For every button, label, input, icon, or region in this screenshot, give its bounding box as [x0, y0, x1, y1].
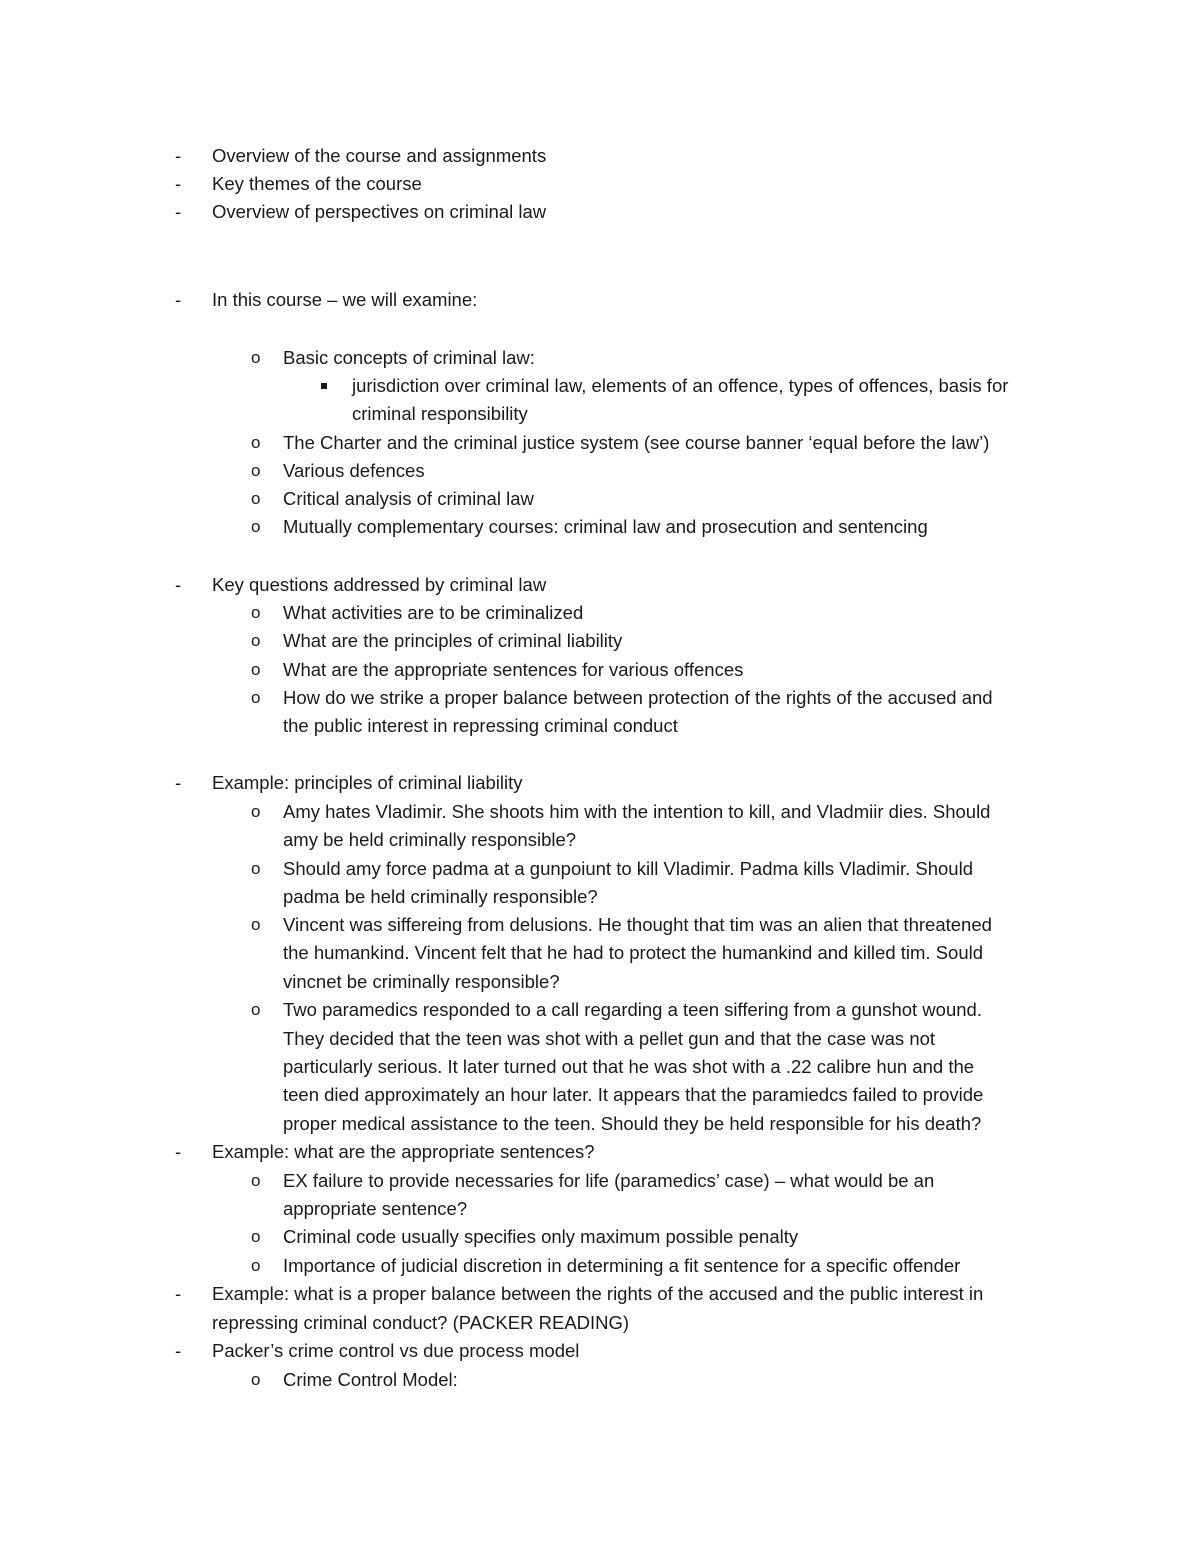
circle-bullet: o — [251, 631, 261, 650]
list-item: Basic concepts of criminal law: — [283, 347, 535, 368]
circle-bullet: o — [251, 915, 261, 934]
circle-bullet: o — [251, 489, 261, 508]
list-item: Critical analysis of criminal law — [283, 488, 534, 509]
circle-bullet: o — [251, 802, 261, 821]
list-item: What are the appropriate sentences for various offences — [283, 659, 744, 680]
list-item: Two paramedics responded to a call regarding a teen siffering from a gunshot wound. — [283, 999, 982, 1020]
circle-bullet: o — [251, 1370, 261, 1389]
list-item: Criminal code usually specifies only maximum possible penalty — [283, 1226, 799, 1247]
dash-bullet: - — [175, 1283, 182, 1304]
list-item: What activities are to be criminalized — [283, 602, 584, 623]
list-item-continuation: repressing criminal conduct? (PACKER READING) — [212, 1312, 630, 1333]
list-item-continuation: appropriate sentence? — [283, 1198, 468, 1219]
list-item: jurisdiction over criminal law, elements of an offence, types of offences, basis for — [352, 375, 1009, 396]
dash-bullet: - — [175, 574, 182, 595]
square-bullet-icon — [321, 383, 327, 389]
circle-bullet: o — [251, 461, 261, 480]
dash-bullet: - — [175, 201, 182, 222]
list-item: Crime Control Model: — [283, 1369, 458, 1390]
circle-bullet: o — [251, 688, 261, 707]
list-item: Overview of perspectives on criminal law — [212, 201, 547, 222]
circle-bullet: o — [251, 660, 261, 679]
list-item: Example: what is a proper balance between the rights of the accused and the public interest in — [212, 1283, 984, 1304]
list-item: Key themes of the course — [212, 173, 422, 194]
list-item: Amy hates Vladimir. She shoots him with the intention to kill, and Vladmiir dies. Should — [283, 801, 991, 822]
list-item-continuation: vincnet be criminally responsible? — [283, 971, 560, 992]
circle-bullet: o — [251, 348, 261, 367]
list-item: Packer’s crime control vs due process model — [212, 1340, 580, 1361]
circle-bullet: o — [251, 1256, 261, 1275]
circle-bullet: o — [251, 1000, 261, 1019]
list-item: Should amy force padma at a gunpoiunt to kill Vladimir. Padma kills Vladimir. Should — [283, 858, 973, 879]
list-item-continuation: the public interest in repressing criminal conduct — [283, 715, 678, 736]
circle-bullet: o — [251, 1171, 261, 1190]
circle-bullet: o — [251, 1227, 261, 1246]
list-item: Overview of the course and assignments — [212, 145, 547, 166]
list-item: What are the principles of criminal liability — [283, 630, 623, 651]
list-item-continuation: proper medical assistance to the teen. Should they be held responsible for his death? — [283, 1113, 982, 1134]
list-item-continuation: teen died approximately an hour later. It appears that the paramiedcs failed to provide — [283, 1084, 984, 1105]
list-item: Importance of judicial discretion in determining a fit sentence for a specific offender — [283, 1255, 961, 1276]
dash-bullet: - — [175, 173, 182, 194]
list-item: The Charter and the criminal justice system (see course banner ‘equal before the law’) — [283, 432, 990, 453]
list-item-continuation: They decided that the teen was shot with a pellet gun and that the case was not — [283, 1028, 936, 1049]
dash-bullet: - — [175, 772, 182, 793]
dash-bullet: - — [175, 1340, 182, 1361]
list-item-continuation: amy be held criminally responsible? — [283, 829, 577, 850]
list-item: How do we strike a proper balance between protection of the rights of the accused and — [283, 687, 993, 708]
list-item-continuation: particularly serious. It later turned out that he was shot with a .22 calibre hun and the — [283, 1056, 975, 1077]
list-item: Example: principles of criminal liability — [212, 772, 523, 793]
list-item-continuation: padma be held criminally responsible? — [283, 886, 598, 907]
dash-bullet: - — [175, 289, 182, 310]
list-item-continuation: the humankind. Vincent felt that he had to protect the humankind and killed tim. Sould — [283, 942, 984, 963]
list-item: Key questions addressed by criminal law — [212, 574, 547, 595]
circle-bullet: o — [251, 517, 261, 536]
list-item: In this course – we will examine: — [212, 289, 478, 310]
circle-bullet: o — [251, 433, 261, 452]
list-item-continuation: criminal responsibility — [352, 403, 528, 424]
dash-bullet: - — [175, 145, 182, 166]
list-item: Mutually complementary courses: criminal law and prosecution and sentencing — [283, 516, 928, 537]
list-item: EX failure to provide necessaries for life (paramedics’ case) – what would be an — [283, 1170, 935, 1191]
circle-bullet: o — [251, 859, 261, 878]
list-item: Example: what are the appropriate sentences? — [212, 1141, 595, 1162]
dash-bullet: - — [175, 1141, 182, 1162]
list-item: Various defences — [283, 460, 425, 481]
list-item: Vincent was siffereing from delusions. He thought that tim was an alien that threatened — [283, 914, 992, 935]
circle-bullet: o — [251, 603, 261, 622]
